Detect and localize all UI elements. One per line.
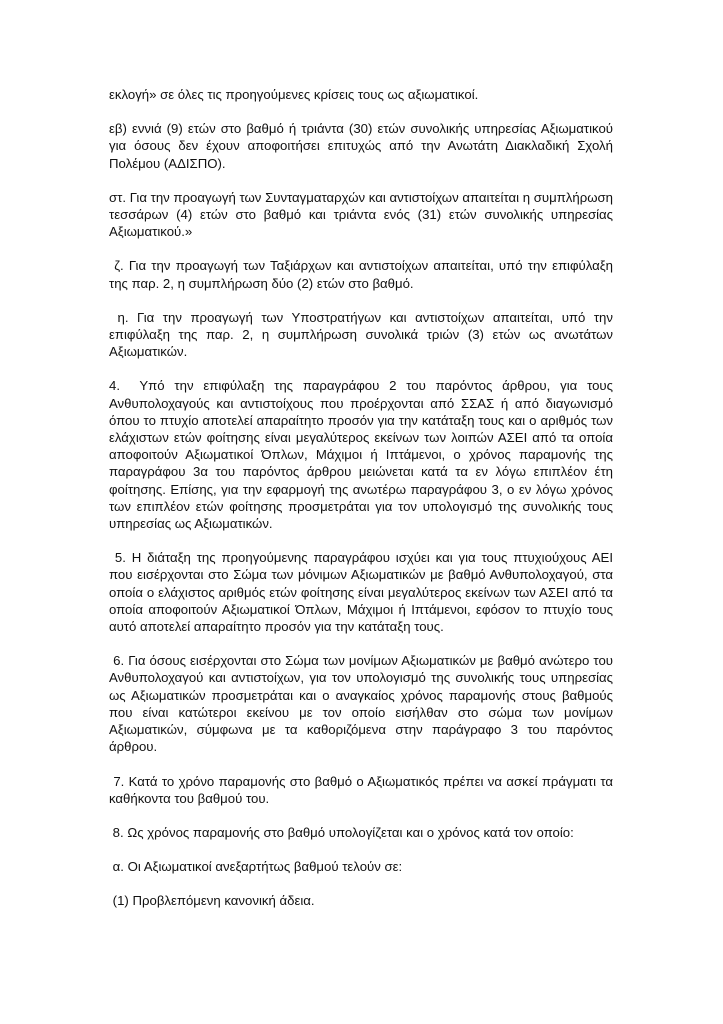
paragraph-8a: α. Οι Αξιωματικοί ανεξαρτήτως βαθμού τελούν σε: [109, 859, 403, 875]
paragraph-z: ζ. Για την προαγωγή των Ταξιάρχων και αντιστοίχων απαιτείται, υπό την επιφύλαξη της παρ. 2, η συμπλήρωση δύο (2) ετών στο βαθμό. [109, 258, 617, 291]
paragraph-election-continuation: εκλογή» σε όλες τις προηγούμενες κρίσεις τους ως αξιωματικοί. [109, 87, 479, 102]
paragraph-7: 7. Κατά το χρόνο παραμονής στο βαθμό ο Αξιωματικός πρέπει να ασκεί πράγματι τα καθήκοντα του βαθμού του. [109, 773, 617, 806]
paragraph-8a-1: (1) Προβλεπόμενη κανονική άδεια. [109, 893, 315, 909]
paragraph-8: 8. Ως χρόνος παραμονής στο βαθμό υπολογίζεται και ο χρόνος κατά τον οποίο: [109, 824, 574, 840]
paragraph-h: η. Για την προαγωγή των Υποστρατήγων και αντιστοίχων απαιτείται, υπό την επιφύλαξη της παρ. 2, η συμπλήρωση συνολικά τριών (3) ετών ως ανωτάτων Αξιωματικών. [109, 309, 617, 360]
paragraph-st: στ. Για την προαγωγή των Συνταγματαρχών και αντιστοίχων απαιτείται η συμπλήρωση τεσσάρων (4) ετών στο βαθμό και τριάντα ενός (31) ετών συνολικής υπηρεσίας Αξιωματικού.» [109, 189, 617, 240]
paragraph-6: 6. Για όσους εισέρχονται στο Σώμα των μονίμων Αξιωματικών με βαθμό ανώτερο του Ανθυπολοχαγού και αντιστοίχων, για τον υπολογισμό της συνολικής τους υπηρεσίας ως Αξιωματικών προσμετράται και ο αναγκαίος χρόνος παραμονής στους βαθμούς που είναι κατώτεροι εκείνου με τον οποίο εισήλθαν στο σώμα των μονίμων Αξιωματικών, σύμφωνα με τα καθοριζόμενα στην παράγραφο 3 του παρόντος άρθρου. [109, 653, 617, 755]
paragraph-5: 5. Η διάταξη της προηγούμενης παραγράφου ισχύει και για τους πτυχιούχους ΑΕΙ που εισέρχονται στο Σώμα των μόνιμων Αξιωματικών με βαθμό Ανθυπολοχαγού, στα οποία ο ελάχιστος αριθμός ετών φοίτησης είναι μεγαλύτερος εκείνων των ΑΣΕΙ από τα οποία αποφοιτούν Αξιωματικοί Όπλων, Μάχιμοι ή Ιπτάμενοι, εφόσον το πτυχίο τους αυτό αποτελεί απαραίτητο προσόν για την κατάταξη τους. [109, 550, 617, 635]
document-page [109, 86, 617, 910]
paragraph-4: 4. Υπό την επιφύλαξη της παραγράφου 2 του παρόντος άρθρου, για τους Ανθυπολοχαγούς και αντιστοίχους που προέρχονται από ΣΣΑΣ ή από διαγωνισμό όπου το πτυχίο αποτελεί απαραίτητο προσόν για την κατάταξη τους και ο αριθμός των ελάχιστων ετών φοίτησης είναι μεγαλύτερος εκείνων των λοιπών ΑΣΕΙ από τα οποία αποφοιτούν Αξιωματικοί Όπλων, Μάχιμοι ή Ιπτάμενοι, ο χρόνος παραμονής της παραγράφου 3α του παρόντος άρθρου μειώνεται κατά τα εν λόγω επιπλέον έτη φοίτησης. Επίσης, για την εφαρμογή της ανωτέρω παραγράφου 3, ο εν λόγω χρόνος των επιπλέον ετών φοίτησης προσμετράται για τον υπολογισμό της συνολικής τους υπηρεσίας ως Αξιωματικών. [109, 378, 617, 532]
paragraph-eb: εβ) εννιά (9) ετών στο βαθμό ή τριάντα (30) ετών συνολικής υπηρεσίας Αξιωματικού για όσους δεν έχουν αποφοιτήσει επιτυχώς από την Ανωτάτη Διακλαδική Σχολή Πολέμου (ΑΔΙΣΠΟ). [109, 121, 617, 171]
